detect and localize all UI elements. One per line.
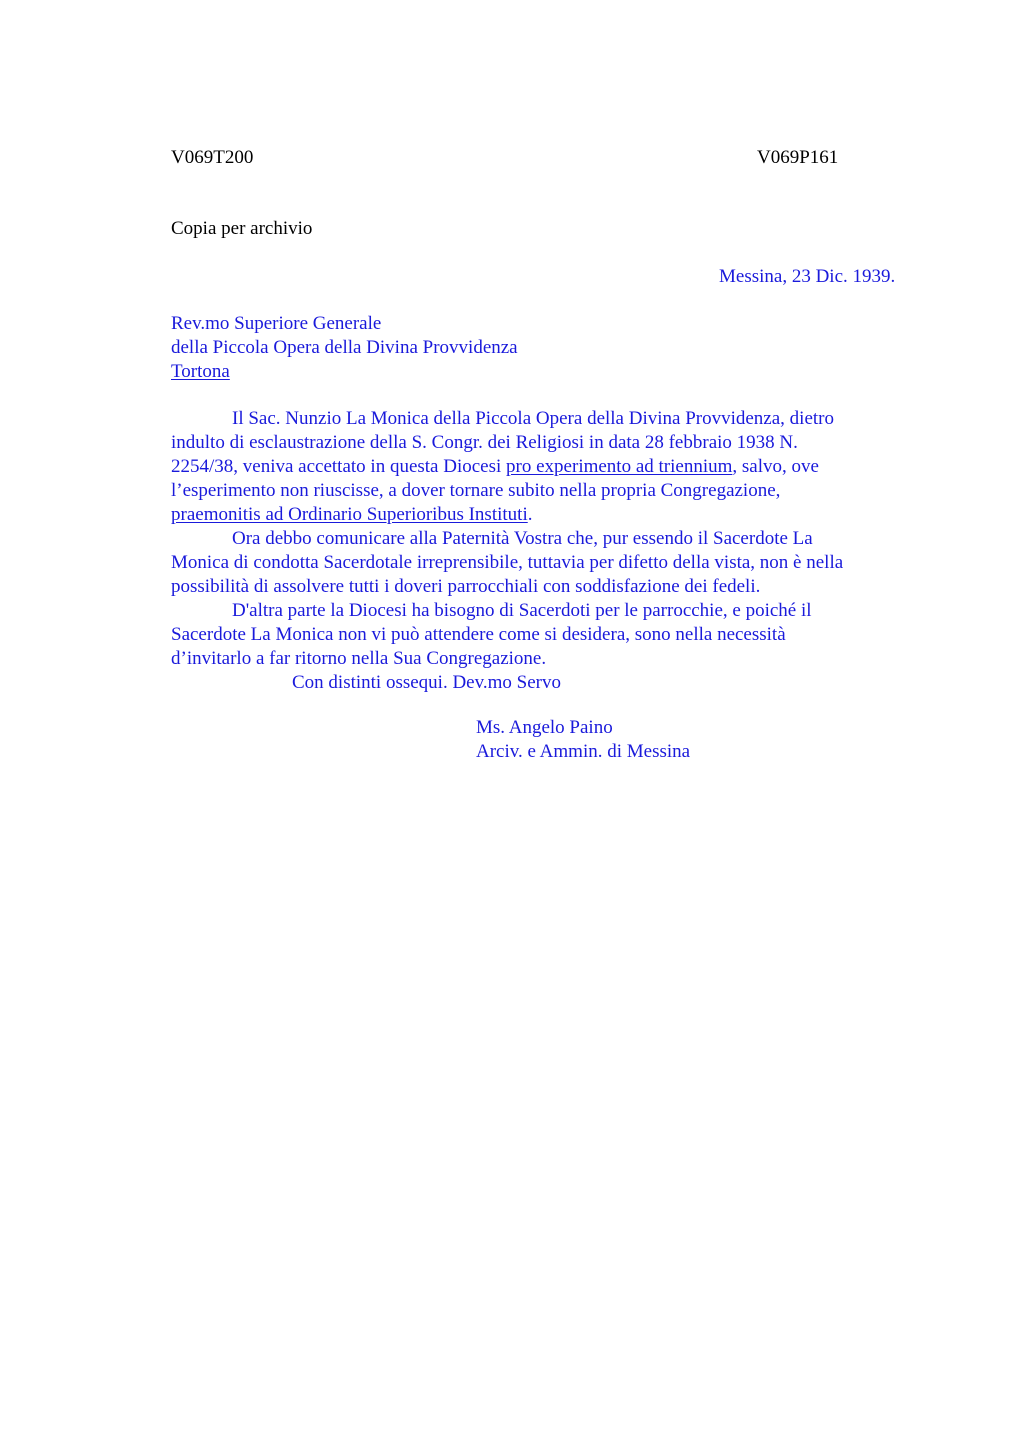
paragraph-1-line-1: Il Sac. Nunzio La Monica della Piccola Opera della Divina Provvidenza, dietro: [232, 408, 834, 429]
latin-phrase-triennium: pro experimento ad triennium: [506, 456, 733, 477]
paragraph-2-line-3: possibilità di assolvere tutti i doveri parrocchiali con soddisfazione dei fedeli.: [171, 576, 761, 597]
address-line-2: della Piccola Opera della Divina Provvidenza: [171, 337, 518, 358]
archive-note: Copia per archivio: [171, 218, 313, 239]
paragraph-3-line-2: Sacerdote La Monica non vi può attendere come si desidera, sono nella necessità: [171, 624, 786, 645]
paragraph-2-line-1: Ora debbo comunicare alla Paternità Vostra che, pur essendo il Sacerdote La: [232, 528, 813, 549]
paragraph-1-line-5-end: .: [527, 504, 533, 525]
paragraph-3-line-3: d’invitarlo a far ritorno nella Sua Congregazione.: [171, 648, 547, 669]
paragraph-1-line-5: [171, 503, 911, 527]
closing-salutation: Con distinti ossequi. Dev.mo Servo: [292, 672, 561, 693]
reference-code-left: V069T200: [171, 147, 254, 168]
signature-block: [476, 716, 690, 764]
paragraph-1-line-3-start: 2254/38, veniva accettato in questa Diocesi: [171, 456, 507, 477]
address-line-3: Tortona: [171, 361, 230, 382]
paragraph-2-line-2: Monica di condotta Sacerdotale irreprensibile, tuttavia per difetto della vista, non è nella: [171, 552, 844, 573]
paragraph-1-line-3-end: , salvo, ove: [732, 456, 819, 477]
address-line-1: Rev.mo Superiore Generale: [171, 313, 382, 334]
paragraph-1-line-3: [171, 455, 911, 479]
letter-body: [171, 407, 911, 695]
signatory-title: Arciv. e Ammin. di Messina: [476, 741, 691, 762]
letter-date: Messina, 23 Dic. 1939.: [719, 266, 896, 287]
paragraph-1-line-2: indulto di esclaustrazione della S. Congr. dei Religiosi in data 28 febbraio 1938 N.: [171, 432, 798, 453]
reference-code-right: V069P161: [757, 147, 839, 168]
paragraph-1-line-4: l’esperimento non riuscisse, a dover tornare subito nella propria Congregazione,: [171, 480, 781, 501]
paragraph-3-line-1: D'altra parte la Diocesi ha bisogno di Sacerdoti per le parrocchie, e poiché il: [232, 600, 812, 621]
signatory-name: Ms. Angelo Paino: [476, 717, 613, 738]
recipient-address: [171, 312, 518, 384]
latin-phrase-praemonitis: praemonitis ad Ordinario Superioribus Instituti: [171, 504, 528, 525]
